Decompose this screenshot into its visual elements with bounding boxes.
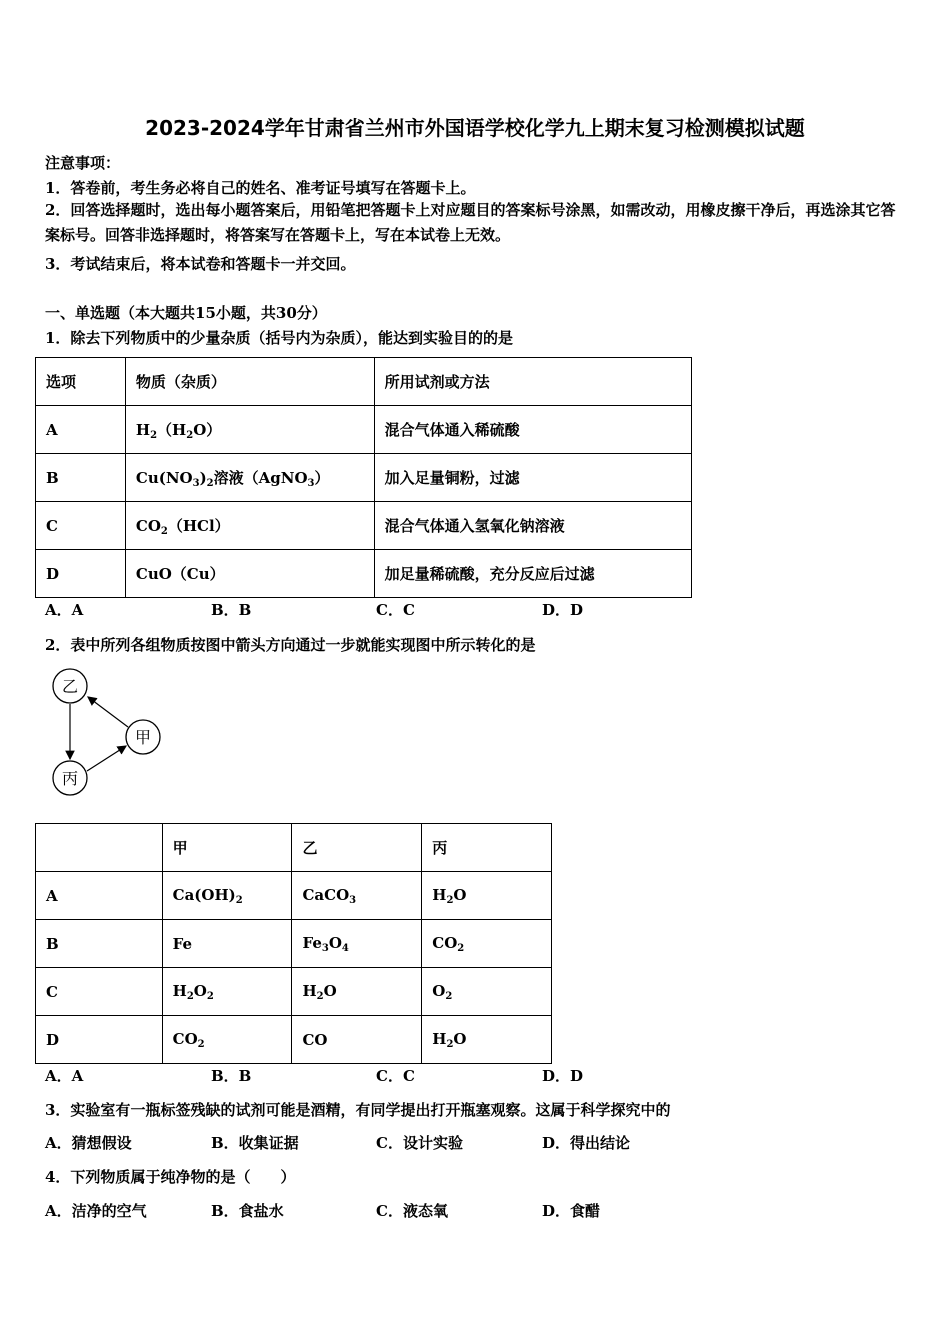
conversion-diagram — [40, 662, 180, 802]
option-b[interactable]: B．B — [211, 601, 252, 619]
yi-cell: CO — [292, 1016, 422, 1064]
option-d[interactable]: D．D — [542, 601, 584, 619]
option-cell: C — [36, 968, 163, 1016]
option-cell: D — [36, 1016, 163, 1064]
table-row — [36, 920, 552, 968]
substance-cell: $Cu(NO_3)_2$溶液（AgNO$_3$） — [125, 454, 374, 502]
table-header-cell — [36, 824, 163, 872]
option-a[interactable]: A．A — [45, 1067, 84, 1085]
table-row — [36, 550, 692, 598]
table-row — [36, 358, 692, 406]
method-cell: 混合气体通入氢氧化钠溶液 — [374, 502, 691, 550]
option-c[interactable]: C．C — [376, 601, 415, 619]
method-cell: 加入足量铜粉，过滤 — [374, 454, 691, 502]
yi-label: 乙 — [61, 677, 79, 696]
method-cell: 混合气体通入稀硫酸 — [374, 406, 691, 454]
notice-item-1: 1．答卷前，考生务必将自己的姓名、准考证号填写在答题卡上。 — [45, 179, 476, 197]
notice-heading: 注意事项： — [45, 154, 121, 172]
notice-item-3: 3．考试结束后，将本试卷和答题卡一并交回。 — [45, 255, 356, 273]
table-row — [36, 824, 552, 872]
option-cell: B — [36, 454, 126, 502]
yi-cell: $Fe_3O_4$ — [292, 920, 422, 968]
substance-cell: $H_2(H_2O)$ — [125, 406, 374, 454]
substance-cell: $CO_2(HCl)$ — [125, 502, 374, 550]
bing-label: 丙 — [61, 769, 79, 788]
option-c[interactable]: C．设计实验 — [376, 1134, 463, 1152]
table-row — [36, 454, 692, 502]
table-header-cell: 乙 — [292, 824, 422, 872]
option-b[interactable]: B．收集证据 — [211, 1134, 299, 1152]
q1-table — [35, 357, 692, 598]
table-row — [36, 502, 692, 550]
bing-cell: $H_2O$ — [422, 1016, 552, 1064]
bing-cell: $O_2$ — [422, 968, 552, 1016]
q2-stem: 2．表中所列各组物质按图中箭头方向通过一步就能实现图中所示转化的是 — [45, 636, 536, 654]
q1-stem: 1．除去下列物质中的少量杂质（括号内为杂质），能达到实验目的的是 — [45, 329, 513, 347]
jia-label: 甲 — [134, 728, 152, 747]
option-a[interactable]: A．A — [45, 601, 84, 619]
q4-stem: 4．下列物质属于纯净物的是（ ） — [45, 1168, 296, 1186]
option-cell: A — [36, 872, 163, 920]
option-d[interactable]: D．食醋 — [542, 1202, 601, 1220]
bing-cell: $H_2O$ — [422, 872, 552, 920]
table-row — [36, 968, 552, 1016]
option-b[interactable]: B．B — [211, 1067, 252, 1085]
jia-cell: Fe — [162, 920, 292, 968]
arrow-bing-to-jia — [87, 746, 126, 771]
table-header-cell: 丙 — [422, 824, 552, 872]
substance-cell: CuO（Cu） — [125, 550, 374, 598]
option-d[interactable]: D．D — [542, 1067, 584, 1085]
yi-cell: $H_2O$ — [292, 968, 422, 1016]
table-row — [36, 1016, 552, 1064]
table-header-cell: 甲 — [162, 824, 292, 872]
yi-cell: CaCO$_3$ — [292, 872, 422, 920]
notice-item-2: 2．回答选择题时，选出每小题答案后，用铅笔把答题卡上对应题目的答案标号涂黑，如需改动，用橡皮擦干净后，再选涂其它答案标号。回答非选择题时，将答案写在答题卡上，写在本试卷上无效。 — [45, 201, 896, 244]
option-a[interactable]: A．猜想假设 — [45, 1134, 132, 1152]
table-header-cell: 物质（杂质） — [125, 358, 374, 406]
method-cell: 加足量稀硫酸，充分反应后过滤 — [374, 550, 691, 598]
option-cell: A — [36, 406, 126, 454]
bing-cell: $CO_2$ — [422, 920, 552, 968]
exam-title: 2023-2024学年甘肃省兰州市外国语学校化学九上期末复习检测模拟试题 — [145, 116, 805, 140]
option-cell: D — [36, 550, 126, 598]
jia-cell: $H_2O_2$ — [162, 968, 292, 1016]
table-row — [36, 406, 692, 454]
table-header-cell: 所用试剂或方法 — [374, 358, 691, 406]
jia-cell: $Ca(OH)_2$ — [162, 872, 292, 920]
option-cell: C — [36, 502, 126, 550]
table-row — [36, 872, 552, 920]
option-cell: B — [36, 920, 163, 968]
table-header-cell: 选项 — [36, 358, 126, 406]
q2-table — [35, 823, 552, 1064]
option-d[interactable]: D．得出结论 — [542, 1134, 631, 1152]
q3-stem: 3．实验室有一瓶标签残缺的试剂可能是酒精，有同学提出打开瓶塞观察。这属于科学探究中的 — [45, 1101, 671, 1119]
option-a[interactable]: A．洁净的空气 — [45, 1202, 147, 1220]
arrow-jia-to-yi — [88, 697, 128, 727]
option-b[interactable]: B．食盐水 — [211, 1202, 284, 1220]
section-heading: 一、单选题（本大题共15小题，共30分） — [45, 304, 327, 322]
option-c[interactable]: C．液态氧 — [376, 1202, 448, 1220]
option-c[interactable]: C．C — [376, 1067, 415, 1085]
jia-cell: $CO_2$ — [162, 1016, 292, 1064]
